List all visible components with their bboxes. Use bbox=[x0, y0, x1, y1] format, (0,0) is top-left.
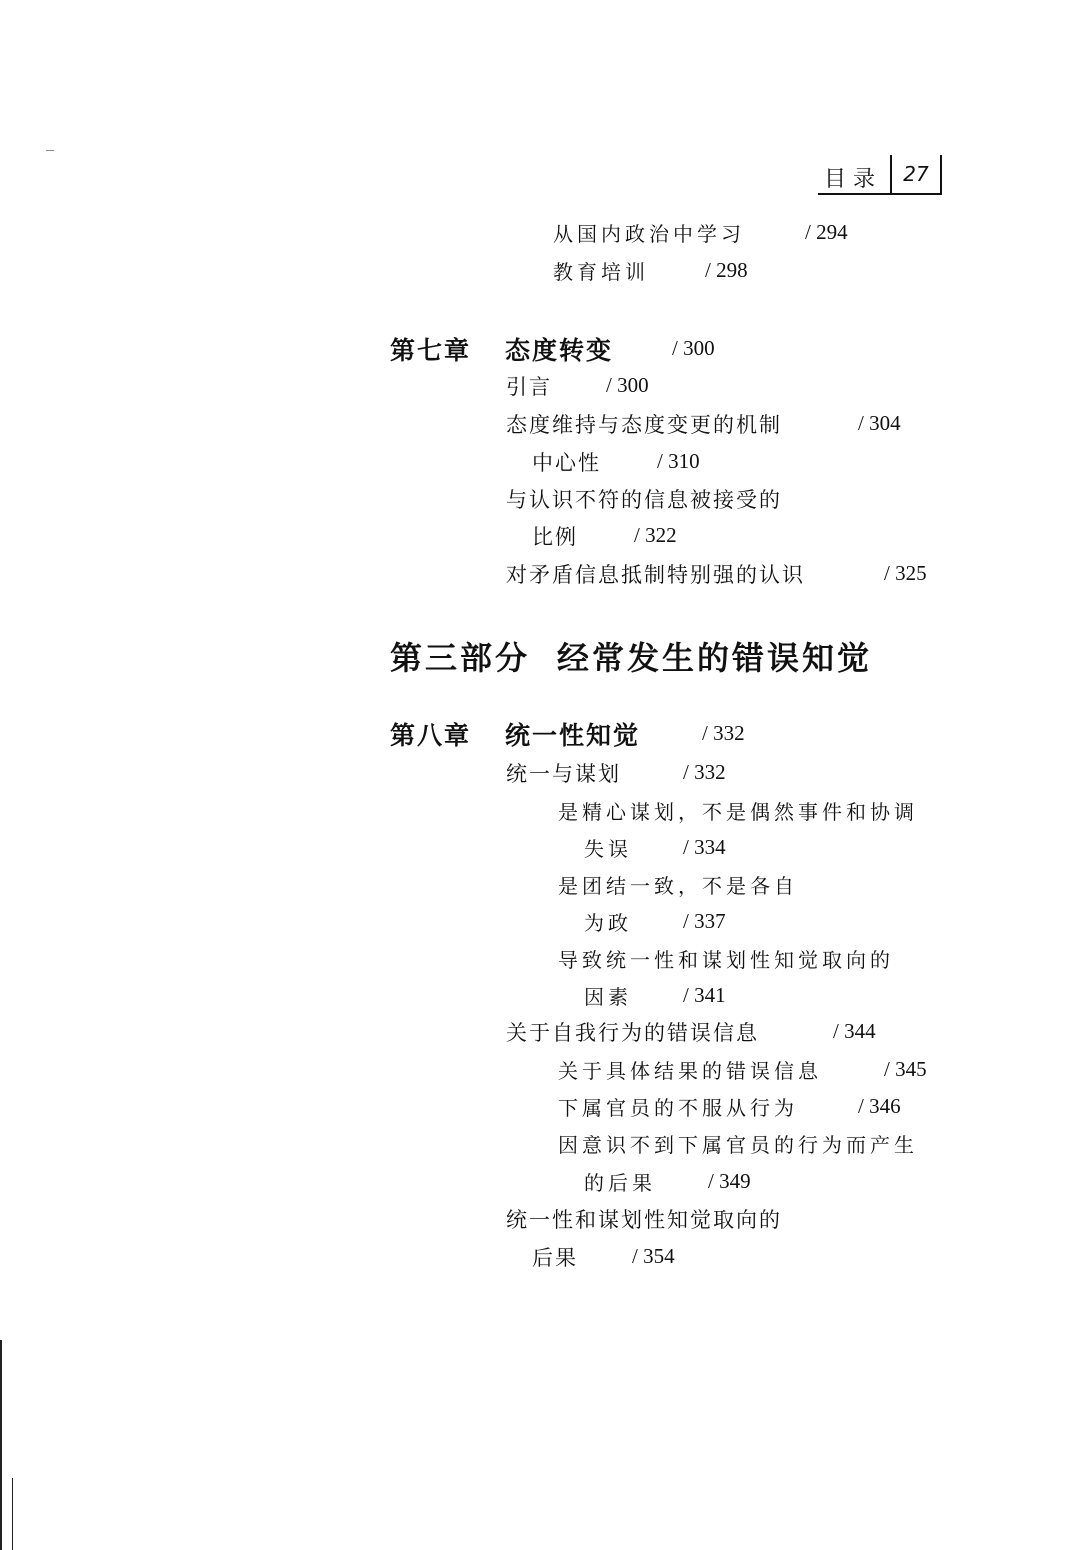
chapter-title: 统一性知觉 bbox=[505, 721, 641, 750]
page-number: 27 bbox=[890, 155, 942, 193]
toc-entry: 的后果 bbox=[584, 1171, 656, 1195]
part-label: 第三部分 bbox=[390, 639, 531, 677]
toc-page: / 346 bbox=[858, 1094, 901, 1118]
toc-page: / 332 bbox=[683, 760, 726, 784]
toc-entry: 因素 bbox=[584, 985, 632, 1009]
toc-page: / 300 bbox=[606, 373, 649, 397]
toc-entry: 为政 bbox=[584, 911, 632, 935]
toc-page: / 345 bbox=[884, 1057, 927, 1081]
scan-edge-line bbox=[12, 1478, 13, 1550]
running-header-section: 目 录 bbox=[824, 167, 875, 192]
toc-entry: 是团结一致，不是各自 bbox=[558, 874, 798, 898]
toc-entry: 与认识不符的信息被接受的 bbox=[506, 488, 782, 512]
toc-page: / 304 bbox=[858, 411, 901, 435]
toc-entry: 因意识不到下属官员的行为而产生 bbox=[558, 1133, 918, 1157]
toc-entry: 关于具体结果的错误信息 bbox=[558, 1059, 822, 1083]
toc-entry: 关于自我行为的错误信息 bbox=[506, 1021, 759, 1045]
toc-page: / 310 bbox=[657, 449, 700, 473]
toc-entry: 后果 bbox=[532, 1246, 578, 1270]
toc-page: / 300 bbox=[672, 336, 715, 360]
toc-entry: 下属官员的不服从行为 bbox=[558, 1096, 798, 1120]
toc-entry: 比例 bbox=[532, 525, 578, 549]
scan-edge-line bbox=[0, 1340, 2, 1550]
toc-entry: 中心性 bbox=[532, 451, 601, 475]
part-title: 经常发生的错误知觉 bbox=[557, 639, 873, 677]
toc-page: / 332 bbox=[702, 721, 745, 745]
toc-page: / 294 bbox=[805, 220, 848, 244]
toc-entry: 从国内政治中学习 bbox=[553, 222, 745, 246]
toc-page: / 298 bbox=[705, 258, 748, 282]
toc-entry: 教育培训 bbox=[553, 260, 649, 284]
chapter-label: 第七章 bbox=[390, 336, 472, 365]
toc-page: / 341 bbox=[683, 983, 726, 1007]
toc-entry: 统一性和谋划性知觉取向的 bbox=[506, 1208, 782, 1232]
toc-page: / 337 bbox=[683, 909, 726, 933]
header-rule bbox=[818, 193, 942, 195]
toc-entry: 引言 bbox=[506, 375, 552, 399]
toc-entry: 是精心谋划，不是偶然事件和协调 bbox=[558, 800, 918, 824]
toc-page: / 344 bbox=[833, 1019, 876, 1043]
toc-entry: 统一与谋划 bbox=[506, 762, 621, 786]
toc-page: / 349 bbox=[708, 1169, 751, 1193]
toc-page: / 322 bbox=[634, 523, 677, 547]
toc-page: / 325 bbox=[884, 561, 927, 585]
scan-mark bbox=[46, 150, 54, 151]
toc-page: / 334 bbox=[683, 835, 726, 859]
toc-entry: 对矛盾信息抵制特别强的认识 bbox=[506, 563, 805, 587]
toc-page: / 354 bbox=[632, 1244, 675, 1268]
toc-entry: 导致统一性和谋划性知觉取向的 bbox=[558, 948, 894, 972]
toc-entry: 态度维持与态度变更的机制 bbox=[506, 413, 782, 437]
toc-entry: 失误 bbox=[584, 837, 632, 861]
chapter-label: 第八章 bbox=[390, 721, 472, 750]
chapter-title: 态度转变 bbox=[505, 336, 614, 365]
